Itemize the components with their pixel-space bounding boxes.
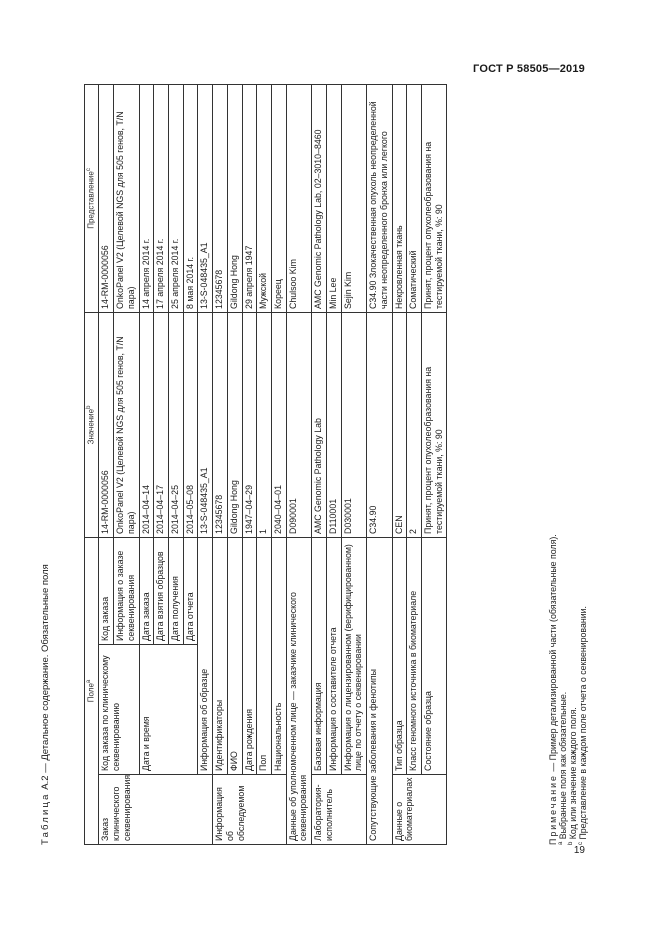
field-cell: Тип образца bbox=[392, 537, 407, 774]
repr-cell: 29 апреля 1947 bbox=[242, 84, 257, 312]
repr-cell: 13-S-048435_A1 bbox=[198, 84, 213, 312]
table-row bbox=[242, 84, 257, 844]
field-cell: Дата получения bbox=[169, 537, 184, 644]
repr-cell: Min Lee bbox=[326, 84, 341, 312]
value-cell: 2 bbox=[407, 312, 422, 537]
field-cell: Состояние образца bbox=[421, 537, 446, 774]
note-b: $^b$ Код или значение каждого поля. bbox=[568, 707, 579, 845]
table-row bbox=[286, 84, 311, 844]
value-cell: Принят, процент опухолеобразования на тестируемой ткани, %: 90 bbox=[421, 312, 446, 537]
value-cell: 13-S-048435_A1 bbox=[198, 312, 213, 537]
field-cell: Базовая информация bbox=[312, 537, 327, 774]
group-lab: Лаборатория-исполнитель bbox=[312, 775, 367, 845]
caption-table-word: Таблица bbox=[40, 792, 51, 845]
repr-cell: OnkoPanel V2 (Целевой NGS для 505 генов, T/N пара) bbox=[114, 84, 139, 312]
caption-table-number: А.2 bbox=[40, 775, 51, 790]
field-cell: Информация об образце bbox=[198, 537, 213, 774]
repr-cell: Sejin Kim bbox=[341, 84, 366, 312]
table-row bbox=[139, 84, 154, 844]
field-cell: Пол bbox=[257, 537, 272, 774]
table-row bbox=[198, 84, 213, 844]
value-cell: Gildong Hong bbox=[227, 312, 242, 537]
value-cell: 2014–05–08 bbox=[183, 312, 198, 537]
field-cell: Дата заказа bbox=[139, 537, 154, 644]
field-cell: Национальность bbox=[272, 537, 287, 774]
repr-cell: Некровленная ткань bbox=[392, 84, 407, 312]
repr-cell: 14 апреля 2014 г. bbox=[139, 84, 154, 312]
table-row bbox=[257, 84, 272, 844]
table-row bbox=[272, 84, 287, 844]
date-time-label: Дата и время bbox=[139, 645, 198, 775]
field-column-header: Поле$^a$ bbox=[85, 537, 99, 844]
table-row bbox=[421, 84, 446, 844]
repr-cell: Соматический bbox=[407, 84, 422, 312]
field-cell: Класс геномного источника в биоматериале bbox=[407, 537, 422, 774]
table-row bbox=[326, 84, 341, 844]
group-biomaterials: Данные о биоматериалах bbox=[392, 775, 447, 845]
table-row bbox=[213, 84, 228, 844]
field-cell: Дата рождения bbox=[242, 537, 257, 774]
table-caption bbox=[40, 564, 51, 845]
note-a: $^a$ Выбранные поля как обязательные. bbox=[558, 691, 569, 845]
repr-cell: Мужской bbox=[257, 84, 272, 312]
representation-column-header: Представление$^c$ bbox=[85, 84, 99, 312]
repr-cell: 25 апреля 2014 г. bbox=[169, 84, 184, 312]
value-cell: D090001 bbox=[286, 312, 311, 537]
group-subject: Информация об обследуемом bbox=[213, 775, 287, 845]
value-cell: AMC Genomic Pathology Lab bbox=[312, 312, 327, 537]
order-code-label: Код заказа по клиническому секвенированию bbox=[99, 645, 139, 775]
field-cell: ФИО bbox=[227, 537, 242, 774]
note-c: $^c$ Представление в каждом поле отчета о секвенировании. bbox=[578, 606, 589, 845]
note-lead: Примечание — Пример детализированной части (обязательные поля). bbox=[548, 534, 558, 845]
standard-number: ГОСТ Р 58505—2019 bbox=[473, 63, 585, 75]
value-cell: 1947–04–29 bbox=[242, 312, 257, 537]
repr-cell: Кореец bbox=[272, 84, 287, 312]
table-row bbox=[312, 84, 327, 844]
value-cell: OnkoPanel V2 (Целевой NGS для 505 генов, T/N пара) bbox=[114, 312, 139, 537]
repr-cell: 8 мая 2014 г. bbox=[183, 84, 198, 312]
value-cell: 2014–04–14 bbox=[139, 312, 154, 537]
field-cell: Код заказа bbox=[99, 537, 114, 644]
table-row bbox=[407, 84, 422, 844]
table-row bbox=[341, 84, 366, 844]
field-cell: Данные об уполномоченном лице — заказчике клинического секвенирования bbox=[286, 537, 311, 844]
table-row bbox=[367, 84, 392, 844]
value-cell: CEN bbox=[392, 312, 407, 537]
value-cell: 12345678 bbox=[213, 312, 228, 537]
table-row bbox=[227, 84, 242, 844]
value-cell: 2014–04–17 bbox=[154, 312, 169, 537]
repr-cell: 12345678 bbox=[213, 84, 228, 312]
repr-cell: 14-RM-0000056 bbox=[99, 84, 114, 312]
repr-cell: Chulsoo Kim bbox=[286, 84, 311, 312]
value-cell: 14-RM-0000056 bbox=[99, 312, 114, 537]
group-order: Заказ клинического секвенирования bbox=[99, 775, 213, 845]
repr-cell: C34.90 Злокачественная опухоль неопределенной части неопределенного бронха или легкого bbox=[367, 84, 392, 312]
value-cell: 2040–04–01 bbox=[272, 312, 287, 537]
table-row bbox=[392, 84, 407, 844]
repr-cell: AMC Genomic Pathology Lab, 02–3010–8460 bbox=[312, 84, 327, 312]
field-cell: Сопутствующие заболевания и фенотипы bbox=[367, 537, 392, 844]
rotated-table-block bbox=[40, 0, 640, 845]
field-cell: Информация о заказе секвенирования bbox=[114, 537, 139, 644]
value-cell: D030001 bbox=[341, 312, 366, 537]
page-number: 19 bbox=[573, 845, 585, 856]
value-cell: 1 bbox=[257, 312, 272, 537]
field-cell: Информация о составителе отчета bbox=[326, 537, 341, 774]
table-notes bbox=[548, 534, 588, 845]
field-cell: Идентификаторы bbox=[213, 537, 228, 774]
repr-cell: 17 апреля 2014 г. bbox=[154, 84, 169, 312]
field-cell: Дата взятия образцов bbox=[154, 537, 169, 644]
value-cell: 2014–04–25 bbox=[169, 312, 184, 537]
repr-cell: Gildong Hong bbox=[227, 84, 242, 312]
detail-table bbox=[84, 84, 447, 845]
value-cell: C34.90 bbox=[367, 312, 392, 537]
value-column-header: Значение$^b$ bbox=[85, 312, 99, 537]
table-row bbox=[99, 84, 114, 844]
table-header-row bbox=[85, 84, 99, 844]
field-cell: Дата отчета bbox=[183, 537, 198, 644]
field-cell: Информация о лицензированном (верифицированном) лице по отчету о секвенировании bbox=[341, 537, 366, 774]
repr-cell: Принят, процент опухолеобразования на тестируемой ткани, %: 90 bbox=[421, 84, 446, 312]
value-cell: D110001 bbox=[326, 312, 341, 537]
caption-title: — Детальное содержание. Обязательные поля bbox=[40, 564, 51, 773]
